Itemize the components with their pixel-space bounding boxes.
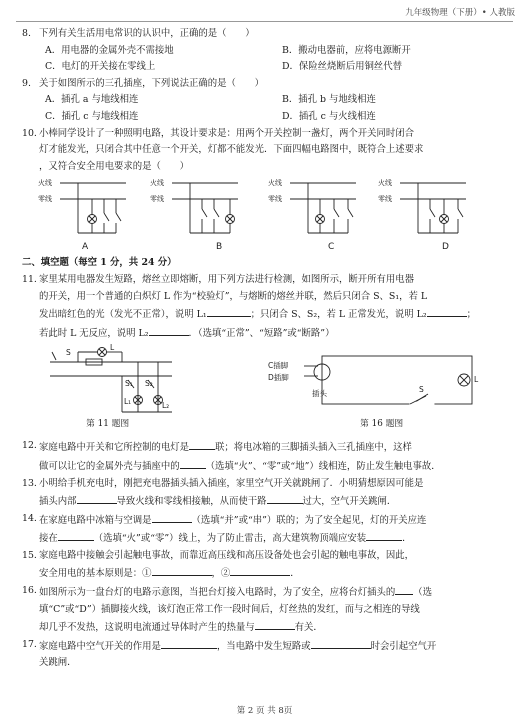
question-14: 14. 在家庭电路中冰箱与空调是 （选填“并”或“串”）联的；为了安全起见，灯的开关应连 接在 （选填“火”或“零”）线上，为了防止雷击，高大建筑物顶端应安装 ． [22, 512, 427, 545]
question-16: 16. 如图所示为一盘台灯的电路示意图，当把台灯接入电路时，为了安全，应将台灯插头的 （选 填“C”或“D”）插脚接火线，该灯泡正常工作一段时间后，灯丝热的发红，而与之相连的导线 却几乎不发热，这说明电流通过导体时产生的热量与 有关． [22, 585, 433, 634]
neutral-wire-label: 零线 [150, 195, 164, 204]
answer-blank[interactable] [427, 305, 467, 317]
page-header: 九年级物理（下册）• 人教版 [405, 8, 515, 18]
circuit-c [290, 183, 356, 233]
lamp-label: L₁ [124, 397, 132, 407]
question-number: 16. [22, 585, 37, 597]
answer-blank[interactable] [311, 637, 371, 649]
answer-blank[interactable] [161, 637, 217, 649]
question-line: 灯才能发光，只闭合其中任意一个开关，灯都不能发光．下面四幅电路图中，既符合上述要求 [39, 144, 424, 156]
lamp-label: L [110, 343, 115, 353]
option-c: C．电灯的开关接在零线上 [45, 61, 156, 73]
question-line: 的开关，用一个普通的白炽灯 L 作为“校验灯”，与熔断的熔丝并联，然后只闭合 S、S₁，若 L [39, 290, 428, 302]
answer-blank[interactable] [366, 529, 402, 541]
section-title: 二、填空题（每空 1 分，共 24 分） [22, 257, 177, 269]
question-line: 发出暗红色的光（发光不正常），说明 L₁ ；只闭合 S、S₂，若 L 正常发光，说明 L₂ ； [39, 305, 513, 324]
fire-wire-label: 火线 [268, 179, 282, 188]
header-divider [16, 21, 513, 22]
option-a: A．插孔 a 与地线相连 [45, 94, 139, 106]
question-line: 小棒同学设计了一种照明电路，其设计要求是：用两个开关控制一盏灯，两个开关同时闭合 [39, 127, 415, 139]
lamp-label: L [474, 375, 479, 385]
option-label-b: B [216, 242, 223, 253]
answer-blank[interactable] [395, 583, 413, 595]
circuit-a [60, 183, 126, 233]
option-d: D．插孔 c 与火线相连 [282, 110, 376, 122]
circuit-b [172, 183, 238, 233]
question-stem: 关于如图所示的三孔插座，下列说法正确的是（ ） [39, 77, 265, 89]
question-number: 12. [22, 440, 37, 452]
question-number: 8. [22, 28, 31, 39]
answer-blank[interactable] [189, 438, 215, 450]
figure-caption: 第 11 题图 [86, 419, 130, 430]
answer-blank[interactable] [152, 564, 212, 576]
answer-blank[interactable] [207, 305, 251, 317]
circuit-d [400, 183, 466, 233]
circuit-diagrams [22, 175, 513, 255]
lamp-label: L₂ [162, 401, 170, 411]
fire-wire-label: 火线 [38, 179, 52, 188]
figure-11 [50, 348, 172, 413]
figures-11-16 [22, 342, 513, 438]
question-9 [22, 76, 513, 126]
question-number: 14. [22, 512, 37, 524]
option-label-c: C [328, 242, 335, 253]
switch-label: S [66, 348, 71, 358]
question-8 [22, 26, 513, 76]
question-line: 家里某用电器发生短路，熔丝立即熔断，用下列方法进行检测，如图所示，断开所有用电器 [39, 273, 415, 285]
question-number: 17. [22, 638, 37, 650]
switch-label: S [419, 385, 424, 395]
option-label-d: D [442, 242, 449, 253]
answer-blank[interactable] [77, 492, 117, 504]
question-17: 17. 家庭电路中空气开关的作用是 ，当电路中发生短路或 时会引起空气开 关跳闸． [22, 638, 437, 669]
pin-label: D插脚 [268, 373, 289, 383]
answer-blank[interactable] [267, 492, 303, 504]
pin-label: C插脚 [268, 361, 289, 371]
fire-wire-label: 火线 [378, 179, 392, 188]
question-stem: 下列有关生活用电常识的认识中，正确的是（ ） [39, 28, 255, 39]
fire-wire-label: 火线 [150, 179, 164, 188]
answer-blank[interactable] [149, 324, 189, 336]
answer-blank[interactable] [180, 457, 206, 469]
question-10 [22, 126, 513, 176]
option-label-a: A [82, 242, 89, 253]
figure-caption: 第 16 题图 [360, 419, 404, 430]
question-number: 9. [22, 77, 31, 89]
plug-label: 插头 [312, 389, 327, 399]
question-12: 12. 家庭电路中开关和它所控制的电灯是 联；将电冰箱的三脚插头插入三孔插座中，这样 做可以让它的金属外壳与插座中的 （选填“火”、“零”或“地”）线相连，防止发生触电事故． [22, 440, 441, 472]
question-13: 13. 小明给手机充电时，刚把充电器插头插入插座，家里空气开关就跳闸了．小明猜想原因可能是 插头内部 导致火线和零线相接触，从而使干路 过大，空气开关跳闸． [22, 477, 424, 508]
answer-blank[interactable] [230, 564, 290, 576]
question-number: 10. [22, 127, 37, 139]
option-c: C．插孔 c 与地线相连 [45, 110, 139, 122]
question-number: 15. [22, 549, 37, 561]
figure-16 [304, 356, 472, 406]
circuit-options-figure [38, 175, 498, 255]
question-line: 若此时 L 无反应，说明 L₂ ．（选填“正常”、“短路”或“断路”） [39, 324, 513, 343]
answer-blank[interactable] [255, 618, 295, 630]
neutral-wire-label: 零线 [268, 195, 282, 204]
answer-blank[interactable] [58, 529, 94, 541]
option-d: D．保险丝烧断后用铜丝代替 [282, 61, 403, 73]
question-number: 13. [22, 477, 37, 489]
question-number: 11. [22, 273, 37, 285]
option-a: A．用电器的金属外壳不需接地 [45, 44, 174, 56]
neutral-wire-label: 零线 [38, 195, 52, 204]
question-11 [22, 272, 513, 342]
question-15: 15. 家庭电路中接触会引起触电事故，而靠近高压线和高压设备处也会引起的触电事故，因此， 安全用电的基本原则是：① ，② ． [22, 549, 415, 580]
option-b: B．插孔 b 与地线相连 [282, 94, 376, 106]
neutral-wire-label: 零线 [378, 195, 392, 204]
switch-label: S₂ [145, 379, 153, 389]
answer-blank[interactable] [152, 511, 192, 523]
switch-label: S₁ [125, 379, 133, 389]
page-footer: 第 2 页 共 8页 [236, 706, 293, 716]
option-b: B．搬动电器前，应将电源断开 [282, 44, 411, 56]
question-content [22, 26, 513, 672]
question-line: ，又符合安全用电要求的是（ ） [39, 160, 190, 172]
